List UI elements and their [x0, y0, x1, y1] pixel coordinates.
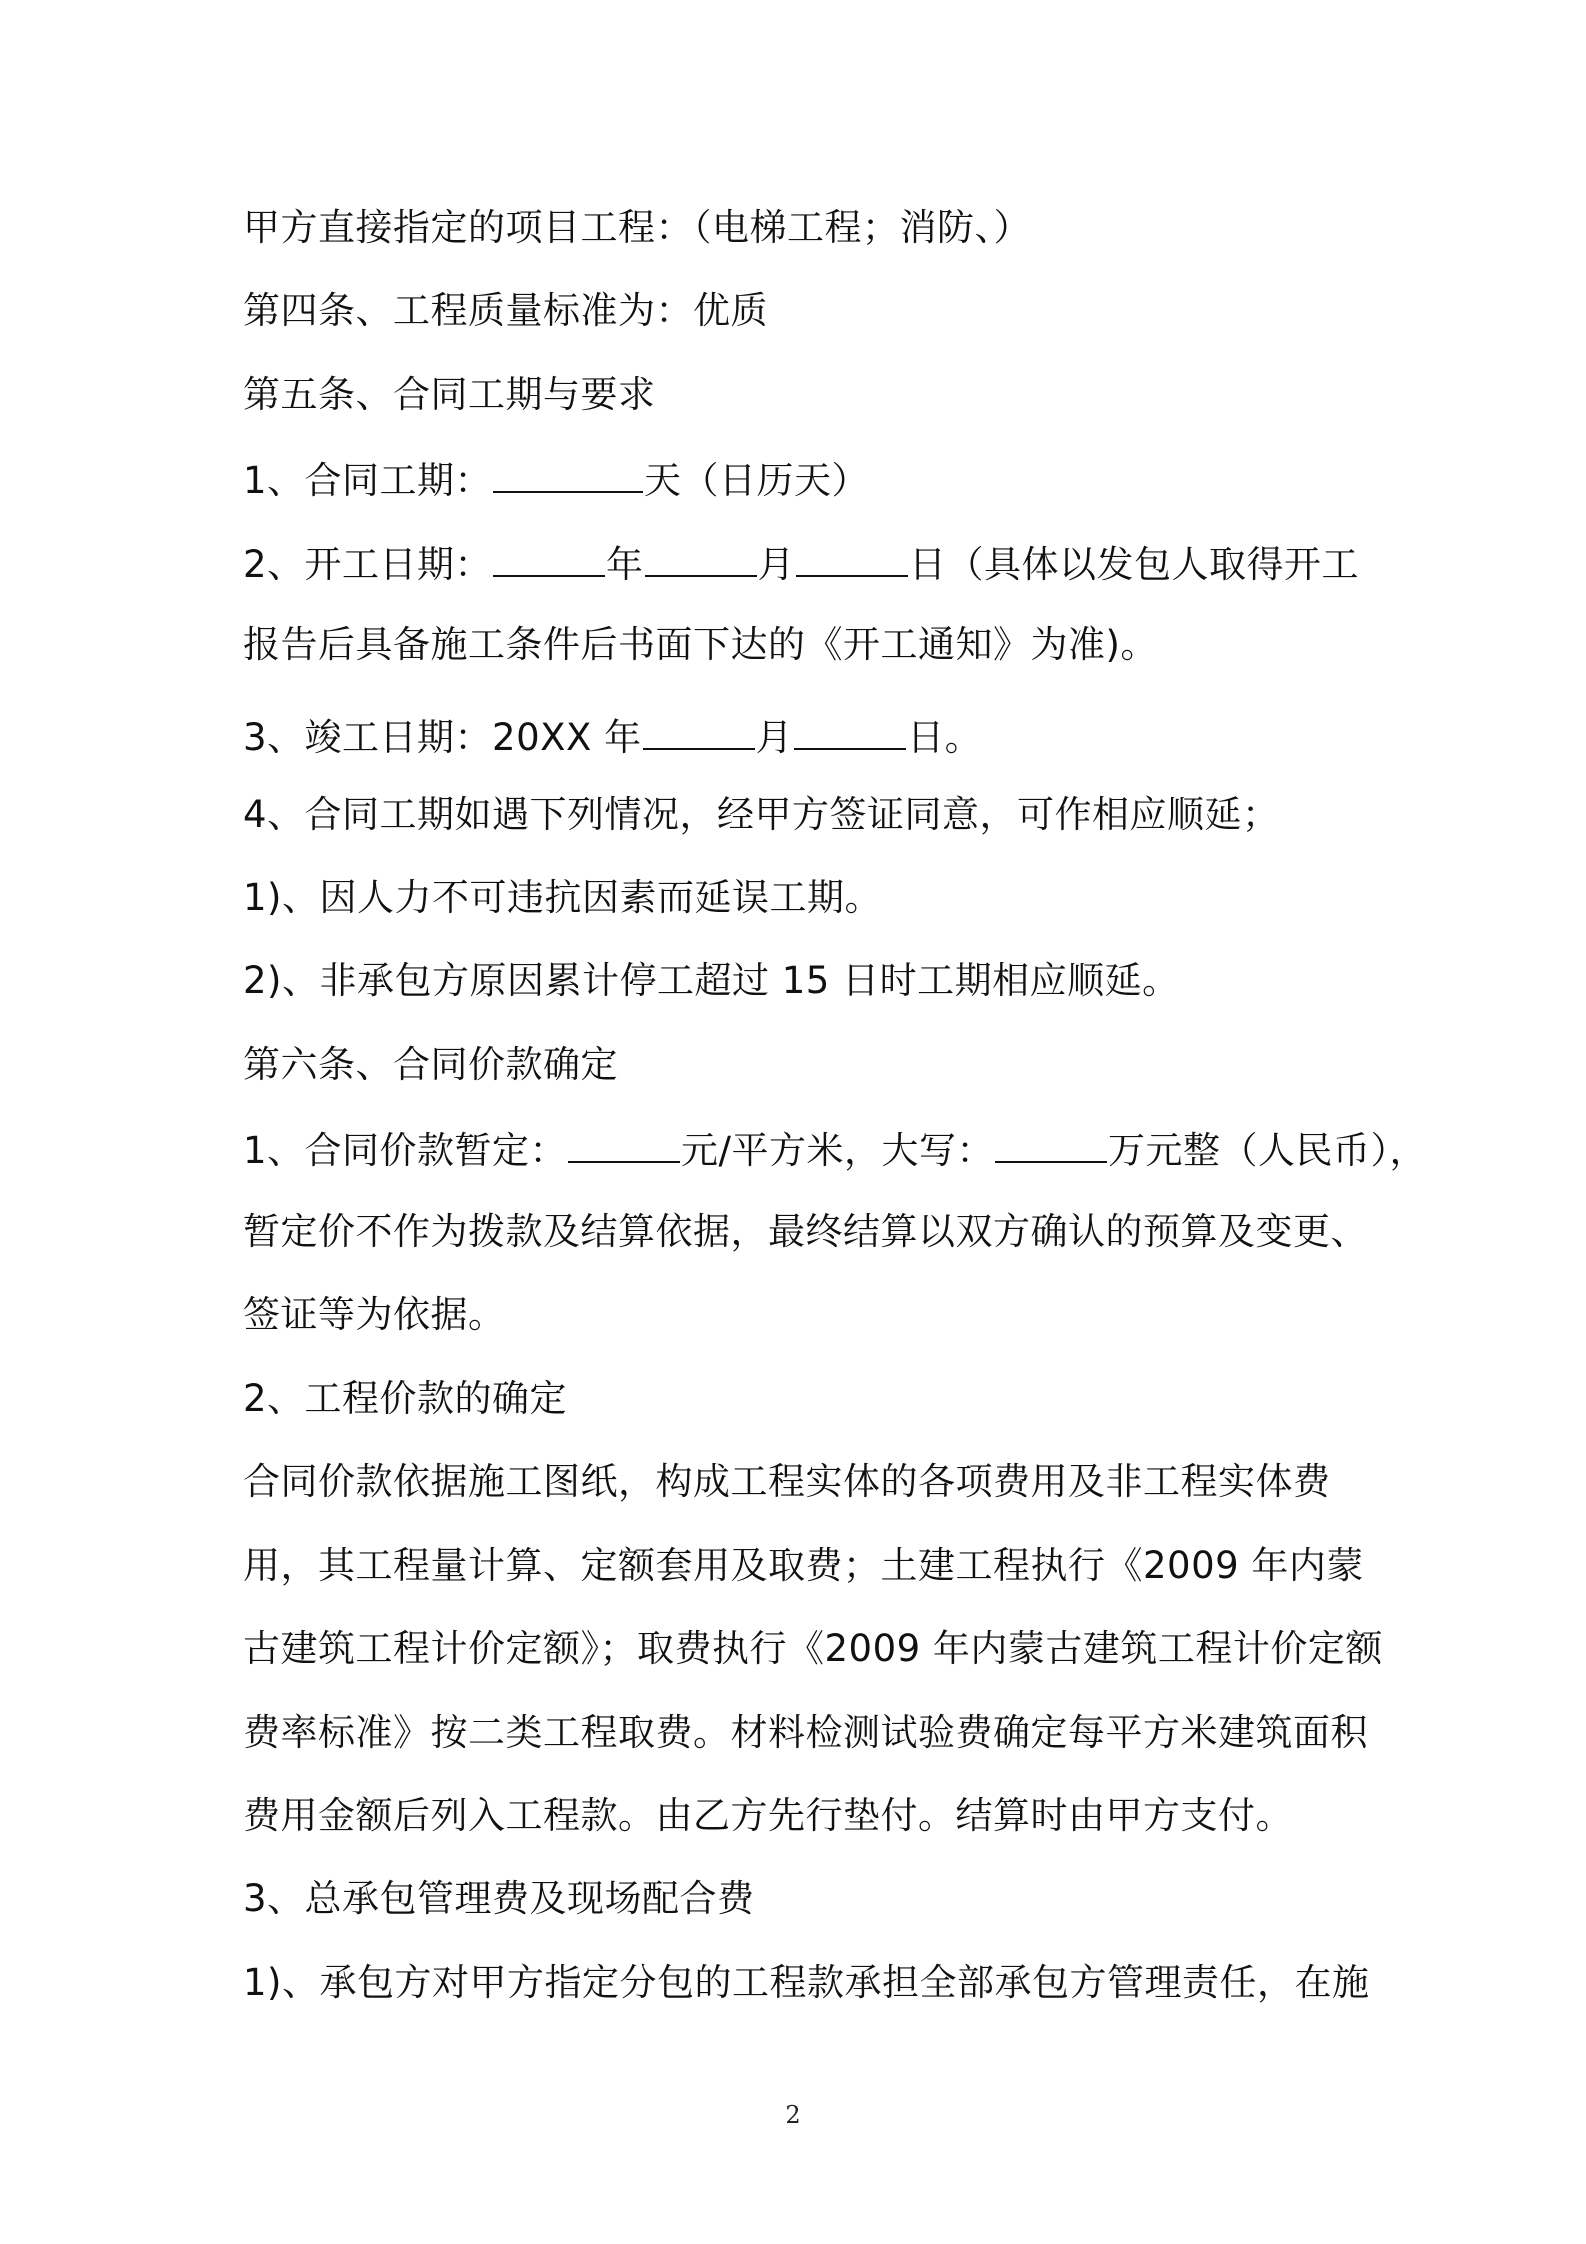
text-fragment: 2、开工日期：	[243, 543, 493, 586]
page-number: 2	[785, 2101, 801, 2129]
blank-completion-day	[794, 712, 906, 750]
text-fragment: 元/平方米，大写：	[681, 1129, 995, 1172]
blank-start-year	[493, 539, 605, 577]
text-fragment: 日（具体以发包人取得开工	[909, 543, 1360, 586]
heading-management-fee: 3、总承包管理费及现场配合费	[243, 1877, 755, 1920]
blank-amount-in-words	[995, 1125, 1107, 1163]
text-line-extension-conditions: 4、合同工期如遇下列情况，经甲方签证同意，可作相应顺延；	[243, 793, 1280, 836]
text-line-settlement-basis-cont: 签证等为依据。	[243, 1293, 506, 1336]
text-fragment: 1、合同价款暂定：	[243, 1129, 568, 1172]
text-line-management-responsibility: 1)、承包方对甲方指定分包的工程款承担全部承包方管理责任，在施	[243, 1961, 1370, 2004]
text-fragment: 天（日历天）	[644, 459, 870, 502]
heading-article-4: 第四条、工程质量标准为：优质	[243, 289, 768, 332]
text-fragment: 万元整（人民币），	[1108, 1129, 1428, 1172]
text-line-price-basis-2: 用，其工程量计算、定额套用及取费；土建工程执行《2009 年内蒙	[243, 1544, 1364, 1587]
text-line-price-basis-5: 费用金额后列入工程款。由乙方先行垫付。结算时由甲方支付。	[243, 1794, 1293, 1837]
text-fragment: 1、合同工期：	[243, 459, 493, 502]
blank-start-day	[796, 539, 908, 577]
text-fragment: 月	[757, 543, 796, 586]
text-fragment: 月	[755, 716, 794, 759]
text-line-force-majeure: 1)、因人力不可违抗因素而延误工期。	[243, 876, 882, 919]
heading-price-determination: 2、工程价款的确定	[243, 1377, 568, 1420]
text-line-designated-projects: 甲方直接指定的项目工程：（电梯工程；消防、）	[243, 206, 1031, 249]
text-line-price-basis-4: 费率标准》按二类工程取费。材料检测试验费确定每平方米建筑面积	[243, 1711, 1368, 1754]
heading-article-6: 第六条、合同价款确定	[243, 1043, 618, 1086]
blank-start-month	[645, 539, 757, 577]
text-fragment: 年	[606, 543, 644, 586]
text-line-stoppage: 2)、非承包方原因累计停工超过 15 日时工期相应顺延。	[243, 959, 1180, 1002]
text-fragment: 3、竣工日期：20XX 年	[243, 716, 642, 759]
text-line-price-basis-1: 合同价款依据施工图纸，构成工程实体的各项费用及非工程实体费	[243, 1460, 1331, 1503]
text-line-contract-period	[243, 455, 1358, 504]
text-line-provisional-price	[243, 1125, 1428, 1174]
text-fragment: 日。	[907, 716, 983, 759]
text-line-start-date	[243, 539, 1358, 588]
blank-unit-price	[568, 1125, 680, 1163]
text-line-start-notice: 报告后具备施工条件后书面下达的《开工通知》为准)。	[243, 623, 1158, 666]
text-line-settlement-basis: 暂定价不作为拨款及结算依据，最终结算以双方确认的预算及变更、	[243, 1210, 1368, 1253]
blank-completion-month	[643, 712, 755, 750]
text-line-completion-date	[243, 712, 1358, 761]
heading-article-5: 第五条、合同工期与要求	[243, 373, 656, 416]
blank-days	[493, 455, 643, 493]
text-line-price-basis-3: 古建筑工程计价定额》；取费执行《2009 年内蒙古建筑工程计价定额	[243, 1627, 1383, 1670]
